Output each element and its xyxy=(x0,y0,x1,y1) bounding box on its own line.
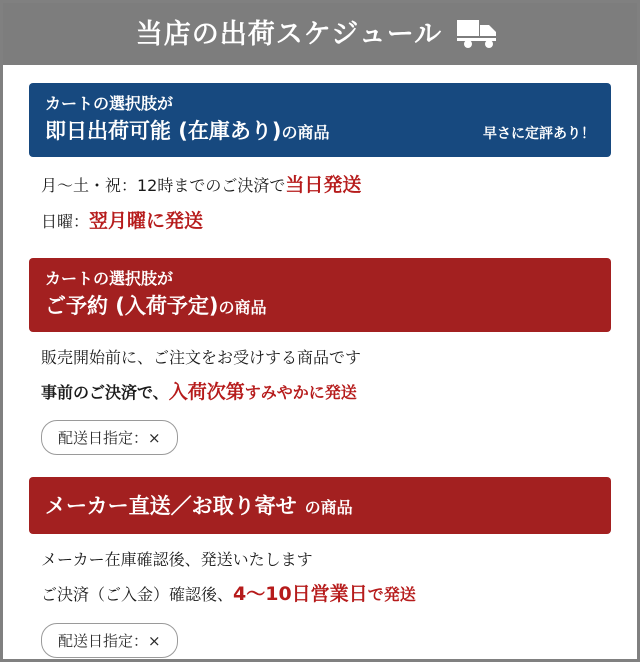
banner-in-stock-main: 即日出荷可能 (在庫あり) xyxy=(45,118,282,143)
detail-direct-ship-row-0-prefix: メーカー在庫確認後、発送いたします xyxy=(41,550,313,570)
delivery-truck-icon xyxy=(456,15,504,53)
detail-preorder-row-1-highlight: 入荷次第 xyxy=(168,380,245,403)
banner-preorder-main: ご予約 (入荷予定) xyxy=(45,293,219,318)
detail-preorder xyxy=(29,332,611,464)
detail-direct-ship-row-1-prefix: ご決済（ご入金）確認後、 xyxy=(41,585,234,605)
detail-in-stock-row-0-highlight: 当日発送 xyxy=(285,173,362,196)
content-area xyxy=(3,65,637,666)
detail-in-stock-row-1 xyxy=(41,207,599,236)
banner-direct-ship-main: メーカー直送／お取り寄せ xyxy=(45,494,297,519)
delivery-date-pill-preorder: 配送日指定：× xyxy=(41,420,178,455)
detail-direct-ship-row-1-suffix: で発送 xyxy=(367,585,416,605)
detail-direct-ship-row-0 xyxy=(41,548,599,572)
banner-preorder-line1: カートの選択肢が xyxy=(45,268,174,288)
page-title: 当店の出荷スケジュール xyxy=(135,18,443,50)
banner-preorder-suffix: の商品 xyxy=(218,297,267,317)
banner-in-stock-note: 早さに定評あり！ xyxy=(483,125,595,142)
detail-preorder-row-0-prefix: 販売開始前に、ご注文をお受けする商品です xyxy=(41,347,362,367)
detail-direct-ship-row-1-highlight: 4〜10日営業日 xyxy=(233,583,368,606)
banner-in-stock-suffix: の商品 xyxy=(281,122,330,142)
detail-preorder-row-1 xyxy=(41,378,599,407)
detail-preorder-row-1-suffix: すみやかに発送 xyxy=(244,382,357,402)
banner-direct-ship-suffix: の商品 xyxy=(304,498,353,518)
banner-in-stock xyxy=(29,83,611,157)
detail-in-stock-row-0 xyxy=(41,171,599,200)
detail-preorder-row-1-prefix: 事前のご決済で、 xyxy=(41,382,169,402)
detail-in-stock xyxy=(29,157,611,244)
banner-preorder-line2 xyxy=(45,292,595,320)
banner-preorder xyxy=(29,258,611,332)
detail-preorder-row-0 xyxy=(41,346,599,370)
detail-in-stock-row-1-prefix: 日曜： xyxy=(41,212,90,232)
page-header xyxy=(3,3,637,65)
detail-in-stock-row-0-prefix: 月〜土・祝：12時までのご決済で xyxy=(41,175,286,195)
delivery-date-pill-direct-ship: 配送日指定：× xyxy=(41,623,178,658)
detail-direct-ship xyxy=(29,534,611,666)
banner-in-stock-line1: カートの選択肢が xyxy=(45,94,174,113)
detail-direct-ship-row-1 xyxy=(41,580,599,609)
detail-in-stock-row-1-highlight: 翌月曜に発送 xyxy=(89,210,204,233)
banner-direct-ship xyxy=(29,477,611,534)
